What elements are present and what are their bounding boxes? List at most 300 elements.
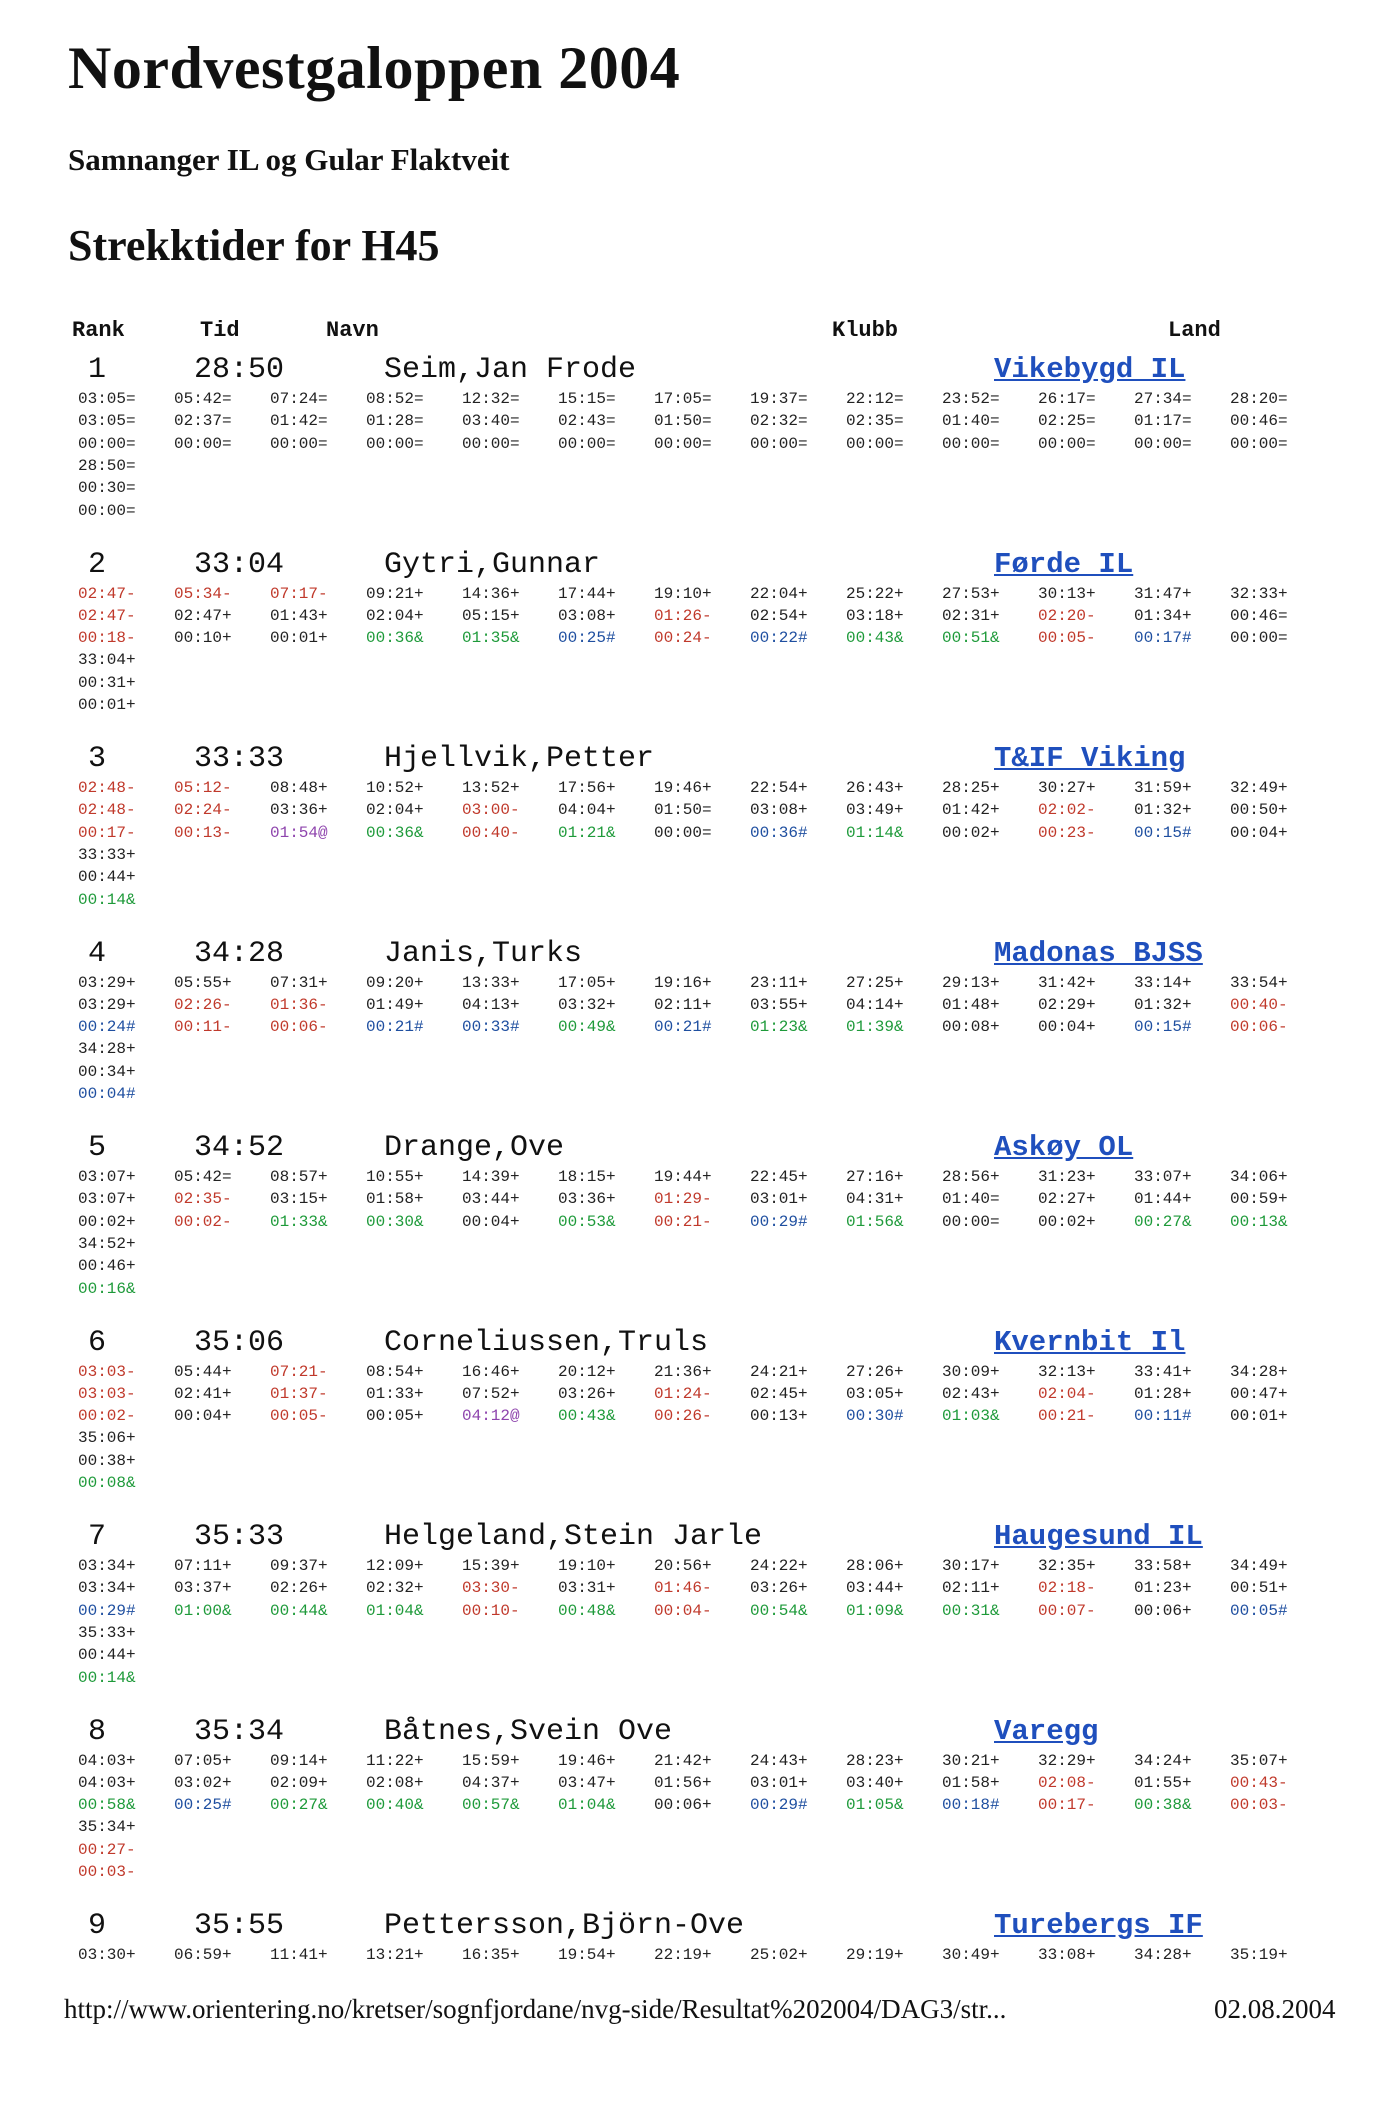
split-time: 04:03+ [78, 1773, 136, 1792]
result-entry [0, 1130, 1387, 1324]
split-time: 33:41+ [1134, 1362, 1192, 1381]
split-time: 31:42+ [1038, 973, 1096, 992]
split-time: 03:15+ [270, 1190, 328, 1209]
split-time: 02:35- [174, 1190, 232, 1209]
split-time: 00:00= [942, 1212, 1000, 1231]
split-time: 09:37+ [270, 1557, 328, 1575]
split-time: 00:17- [1038, 1796, 1096, 1815]
split-time: 03:29+ [78, 973, 136, 992]
finish-time: 35:34 [194, 1714, 285, 1749]
split-time: 00:40- [1230, 995, 1288, 1014]
split-time: 00:00= [78, 501, 136, 520]
split-time: 02:37= [174, 412, 232, 431]
split-time: 02:45+ [750, 1384, 808, 1403]
split-time: 01:36- [270, 995, 328, 1014]
column-header-navn: Navn [326, 318, 379, 343]
split-time: 07:52+ [462, 1384, 520, 1403]
split-time: 09:21+ [366, 584, 424, 603]
split-time: 00:21# [654, 1018, 712, 1037]
split-time: 00:24- [654, 629, 712, 648]
split-time: 19:44+ [654, 1168, 712, 1186]
split-row [0, 889, 1387, 911]
split-time: 01:24- [654, 1384, 712, 1403]
split-time: 00:00= [654, 434, 712, 453]
split-time: 00:29# [750, 1796, 808, 1815]
split-time: 05:12- [174, 779, 232, 797]
club-link[interactable]: Kvernbit Il [994, 1325, 1186, 1359]
split-time: 00:36# [750, 823, 808, 842]
split-time: 03:34+ [78, 1557, 136, 1575]
split-time: 01:03& [942, 1407, 1000, 1426]
split-time: 03:01+ [750, 1773, 808, 1792]
split-time: 33:33+ [78, 845, 136, 864]
split-time: 29:13+ [942, 973, 1000, 992]
result-entry [0, 936, 1387, 1130]
club-link[interactable]: T&IF Viking [994, 742, 1186, 775]
split-time: 01:54@ [270, 823, 328, 842]
split-time: 00:05# [1230, 1601, 1288, 1620]
split-time: 00:10+ [174, 629, 232, 648]
split-time: 02:32= [750, 412, 808, 431]
club-link[interactable]: Turebergs IF [994, 1909, 1203, 1942]
split-time: 20:12+ [558, 1362, 616, 1381]
split-time: 30:17+ [942, 1557, 1000, 1575]
footer-date: 02.08.2004 [1214, 1994, 1336, 2024]
split-time: 01:29- [654, 1190, 712, 1209]
split-time: 07:17- [270, 584, 328, 603]
split-time: 00:27& [1134, 1212, 1192, 1231]
split-time: 09:20+ [366, 973, 424, 992]
split-time: 00:54& [750, 1601, 808, 1620]
split-time: 00:00= [1230, 629, 1288, 648]
split-time: 00:02- [78, 1407, 136, 1426]
split-row [0, 1016, 1387, 1038]
split-time: 00:36& [366, 629, 424, 648]
finish-time: 34:52 [194, 1131, 285, 1165]
split-time: 00:01+ [78, 696, 136, 714]
split-time: 27:25+ [846, 973, 904, 992]
split-time: 08:57+ [270, 1168, 328, 1186]
split-time: 27:34= [1134, 390, 1192, 408]
split-time: 00:27& [270, 1796, 328, 1815]
split-time: 04:03+ [78, 1751, 136, 1770]
split-time: 00:44+ [78, 1646, 136, 1665]
split-time: 01:33& [270, 1212, 328, 1231]
split-time: 00:16& [78, 1279, 136, 1298]
split-time: 00:06- [1230, 1018, 1288, 1037]
split-time: 24:43+ [750, 1751, 808, 1770]
split-time: 12:32= [462, 390, 520, 408]
split-time: 28:25+ [942, 779, 1000, 797]
split-time: 30:49+ [942, 1946, 1000, 1964]
split-time: 00:05- [1038, 629, 1096, 648]
split-time: 32:49+ [1230, 779, 1288, 797]
split-time: 03:08+ [558, 606, 616, 625]
split-time: 01:04& [558, 1796, 616, 1815]
split-time: 30:21+ [942, 1751, 1000, 1770]
split-time: 05:42= [174, 390, 232, 408]
split-row [0, 972, 1387, 994]
split-time: 01:50= [654, 801, 712, 820]
split-time: 01:32+ [1134, 995, 1192, 1014]
split-time: 01:43+ [270, 606, 328, 625]
split-time: 00:40- [462, 823, 520, 842]
split-time: 00:04+ [1230, 823, 1288, 842]
split-time: 03:32+ [558, 995, 616, 1014]
split-row [0, 1061, 1387, 1083]
split-time: 19:46+ [654, 779, 712, 797]
split-time: 03:49+ [846, 801, 904, 820]
split-row [0, 1555, 1387, 1577]
split-time: 00:03- [1230, 1796, 1288, 1815]
split-time: 00:02- [174, 1212, 232, 1231]
split-time: 03:36+ [270, 801, 328, 820]
split-time: 03:31+ [558, 1579, 616, 1598]
split-time: 35:34+ [78, 1818, 136, 1837]
runner-name: Janis,Turks [384, 936, 583, 971]
club-link[interactable]: Førde IL [994, 547, 1134, 581]
split-time: 00:08+ [942, 1018, 1000, 1037]
split-time: 01:49+ [366, 995, 424, 1014]
split-time: 03:37+ [174, 1579, 232, 1598]
split-time: 00:43& [558, 1407, 616, 1426]
split-time: 34:52+ [78, 1234, 136, 1253]
split-time: 05:44+ [174, 1362, 232, 1381]
split-time: 02:24- [174, 801, 232, 820]
split-time: 19:16+ [654, 973, 712, 992]
split-time: 00:05+ [366, 1407, 424, 1426]
split-time: 00:43- [1230, 1773, 1288, 1792]
split-time: 00:15# [1134, 1018, 1192, 1037]
split-time: 00:11# [1134, 1407, 1192, 1426]
split-time: 03:05= [78, 412, 136, 431]
split-time: 03:29+ [78, 995, 136, 1014]
finish-time: 33:33 [194, 742, 285, 776]
split-time: 00:00= [270, 434, 328, 453]
split-time: 13:21+ [366, 1946, 424, 1964]
split-row [0, 1577, 1387, 1599]
split-time: 30:27+ [1038, 779, 1096, 797]
split-time: 00:51+ [1230, 1579, 1288, 1598]
split-time: 02:47- [78, 584, 136, 603]
split-time: 01:23& [750, 1018, 808, 1037]
split-time: 03:30- [462, 1579, 520, 1598]
split-time: 01:50= [654, 412, 712, 431]
split-time: 03:07+ [78, 1168, 136, 1186]
result-entry [0, 741, 1387, 935]
split-time: 00:50+ [1230, 801, 1288, 820]
split-row [0, 1188, 1387, 1210]
split-time: 03:26+ [750, 1579, 808, 1598]
split-time: 00:00= [750, 434, 808, 453]
split-time: 00:46= [1230, 606, 1288, 625]
split-time: 03:55+ [750, 995, 808, 1014]
split-time: 02:04+ [366, 801, 424, 820]
split-time: 34:49+ [1230, 1557, 1288, 1575]
split-time: 00:06+ [654, 1796, 712, 1815]
split-time: 00:30= [78, 479, 136, 498]
section-heading: Strekktider for H45 [68, 221, 440, 270]
split-time: 00:04- [654, 1601, 712, 1620]
split-time: 07:31+ [270, 973, 328, 992]
split-time: 02:47+ [174, 606, 232, 625]
split-time: 02:41+ [174, 1384, 232, 1403]
split-time: 00:31+ [78, 673, 136, 692]
split-time: 32:29+ [1038, 1751, 1096, 1770]
runner-name: Båtnes,Svein Ove [384, 1714, 673, 1749]
split-time: 00:10- [462, 1601, 520, 1620]
split-time: 31:23+ [1038, 1168, 1096, 1186]
split-time: 02:04+ [366, 606, 424, 625]
split-time: 00:03- [78, 1863, 136, 1881]
split-row [0, 1750, 1387, 1772]
split-time: 00:01+ [1230, 1407, 1288, 1426]
split-time: 02:48- [78, 779, 136, 797]
result-entry [0, 547, 1387, 741]
split-time: 32:13+ [1038, 1362, 1096, 1381]
split-row [0, 1166, 1387, 1188]
split-time: 33:04+ [78, 651, 136, 670]
split-time: 26:43+ [846, 779, 904, 797]
split-time: 01:58+ [942, 1773, 1000, 1792]
split-time: 02:43+ [942, 1384, 1000, 1403]
runner-name: Helgeland,Stein Jarle [384, 1520, 763, 1554]
split-time: 00:25# [174, 1796, 232, 1815]
column-header-land: Land [1168, 318, 1221, 343]
club-link[interactable]: Vikebygd IL [994, 353, 1186, 386]
split-time: 34:28+ [1230, 1362, 1288, 1381]
split-time: 02:29+ [1038, 995, 1096, 1014]
split-time: 31:59+ [1134, 779, 1192, 797]
column-header-tid: Tid [200, 318, 240, 343]
split-time: 03:03- [78, 1362, 136, 1381]
rank: 5 [88, 1131, 107, 1165]
split-time: 00:00= [846, 434, 904, 453]
split-time: 27:26+ [846, 1362, 904, 1381]
split-time: 00:36& [366, 823, 424, 842]
split-time: 00:21- [1038, 1407, 1096, 1426]
split-time: 30:13+ [1038, 584, 1096, 603]
split-time: 01:37- [270, 1384, 328, 1403]
split-row [0, 799, 1387, 821]
split-time: 09:14+ [270, 1751, 328, 1770]
split-time: 02:25= [1038, 412, 1096, 431]
rank: 8 [88, 1714, 107, 1749]
split-time: 00:02+ [942, 823, 1000, 842]
split-row [0, 1772, 1387, 1794]
split-time: 00:31& [942, 1601, 1000, 1620]
split-time: 00:00= [78, 434, 136, 453]
split-time: 05:55+ [174, 973, 232, 992]
rank: 3 [88, 742, 107, 776]
split-time: 03:26+ [558, 1384, 616, 1403]
split-time: 05:34- [174, 584, 232, 603]
split-time: 03:03- [78, 1384, 136, 1403]
split-row [0, 844, 1387, 866]
split-time: 17:05+ [558, 973, 616, 992]
split-time: 00:11- [174, 1018, 232, 1037]
split-row [0, 1944, 1387, 1966]
split-time: 00:00= [1038, 434, 1096, 453]
split-time: 22:12= [846, 390, 904, 408]
split-time: 03:05= [78, 390, 136, 408]
split-time: 00:15# [1134, 823, 1192, 842]
split-time: 01:28= [366, 412, 424, 431]
split-row [0, 822, 1387, 844]
split-row [0, 1472, 1387, 1494]
rank: 4 [88, 936, 107, 971]
club-link[interactable]: Askøy OL [994, 1131, 1134, 1164]
split-time: 02:43= [558, 412, 616, 431]
split-time: 13:33+ [462, 973, 520, 992]
split-time: 03:34+ [78, 1579, 136, 1598]
split-time: 00:44+ [78, 868, 136, 887]
split-row [0, 866, 1387, 888]
split-time: 05:15+ [462, 606, 520, 625]
split-time: 25:02+ [750, 1946, 808, 1964]
footer-url: http://www.orientering.no/kretser/sognfjordane/nvg-side/Resultat%202004/DAG3/str... [64, 1994, 1007, 2024]
split-time: 00:40& [366, 1796, 424, 1815]
split-row [0, 477, 1387, 499]
split-time: 02:18- [1038, 1579, 1096, 1598]
split-time: 19:10+ [654, 584, 712, 603]
split-row [0, 500, 1387, 522]
split-time: 03:40= [462, 412, 520, 431]
split-time: 33:14+ [1134, 973, 1192, 992]
split-time: 03:07+ [78, 1190, 136, 1209]
rank: 6 [88, 1325, 107, 1360]
split-row [0, 388, 1387, 410]
split-time: 04:37+ [462, 1773, 520, 1792]
split-time: 07:24= [270, 390, 328, 408]
split-time: 11:41+ [270, 1946, 328, 1964]
split-time: 00:21- [654, 1212, 712, 1231]
split-time: 26:17= [1038, 390, 1096, 408]
split-row [0, 994, 1387, 1016]
split-time: 19:46+ [558, 1751, 616, 1770]
split-row [0, 1405, 1387, 1427]
split-time: 19:37= [750, 390, 808, 408]
split-time: 00:38+ [78, 1451, 136, 1470]
result-entry [0, 1714, 1387, 1908]
split-time: 03:08+ [750, 801, 808, 820]
split-time: 35:33+ [78, 1623, 136, 1642]
split-time: 00:18# [942, 1796, 1000, 1815]
club-link[interactable]: Haugesund IL [994, 1520, 1203, 1553]
split-time: 02:27+ [1038, 1190, 1096, 1209]
split-time: 11:22+ [366, 1751, 424, 1770]
split-row [0, 1839, 1387, 1861]
split-time: 00:00= [174, 434, 232, 453]
page-title: Nordvestgaloppen 2004 [68, 35, 681, 101]
split-time: 14:39+ [462, 1168, 520, 1186]
split-time: 00:51& [942, 629, 1000, 648]
split-time: 28:56+ [942, 1168, 1000, 1186]
runner-name: Gytri,Gunnar [384, 547, 601, 582]
split-time: 04:31+ [846, 1190, 904, 1209]
split-time: 03:05+ [846, 1384, 904, 1403]
split-time: 33:58+ [1134, 1557, 1192, 1575]
split-time: 02:26+ [270, 1579, 328, 1598]
split-time: 32:33+ [1230, 584, 1288, 603]
split-time: 00:02+ [1038, 1212, 1096, 1231]
split-time: 23:11+ [750, 973, 808, 992]
club-link[interactable]: Madonas BJSS [994, 936, 1203, 970]
rank: 9 [88, 1909, 107, 1943]
split-time: 01:42= [270, 412, 328, 431]
split-time: 34:28+ [78, 1040, 136, 1059]
split-time: 21:42+ [654, 1751, 712, 1770]
split-time: 01:17= [1134, 412, 1192, 431]
split-time: 00:02+ [78, 1212, 136, 1231]
split-time: 00:04+ [462, 1212, 520, 1231]
split-time: 01:58+ [366, 1190, 424, 1209]
split-time: 04:13+ [462, 995, 520, 1014]
split-time: 24:22+ [750, 1557, 808, 1575]
split-row [0, 1622, 1387, 1644]
split-time: 15:39+ [462, 1557, 520, 1575]
split-time: 00:06- [270, 1018, 328, 1037]
split-row [0, 1644, 1387, 1666]
runner-name: Hjellvik,Petter [384, 742, 655, 776]
split-time: 01:21& [558, 823, 616, 842]
split-time: 17:44+ [558, 584, 616, 603]
split-row [0, 1861, 1387, 1883]
split-time: 29:19+ [846, 1946, 904, 1964]
split-time: 00:33# [462, 1018, 520, 1037]
split-time: 01:00& [174, 1601, 232, 1620]
split-time: 00:38& [1134, 1796, 1192, 1815]
split-time: 03:01+ [750, 1190, 808, 1209]
rank: 1 [88, 353, 107, 387]
split-time: 28:23+ [846, 1751, 904, 1770]
split-time: 00:48& [558, 1601, 616, 1620]
split-time: 00:44& [270, 1601, 328, 1620]
split-row [0, 694, 1387, 716]
split-time: 00:24# [78, 1018, 136, 1037]
split-time: 08:52= [366, 390, 424, 408]
split-time: 34:06+ [1230, 1168, 1288, 1186]
split-time: 15:15= [558, 390, 616, 408]
split-time: 00:00= [366, 434, 424, 453]
split-time: 18:15+ [558, 1168, 616, 1186]
split-time: 00:04+ [174, 1407, 232, 1426]
split-time: 14:36+ [462, 584, 520, 603]
split-time: 03:44+ [846, 1579, 904, 1598]
column-header-klubb: Klubb [832, 318, 899, 343]
split-row [0, 583, 1387, 605]
split-time: 00:29# [78, 1601, 136, 1620]
split-time: 22:45+ [750, 1168, 808, 1186]
club-link[interactable]: Varegg [994, 1714, 1099, 1748]
split-time: 00:29# [750, 1212, 808, 1231]
split-time: 02:04- [1038, 1384, 1096, 1403]
split-time: 00:00= [462, 434, 520, 453]
split-time: 17:05= [654, 390, 712, 408]
split-time: 03:36+ [558, 1190, 616, 1209]
split-time: 00:08& [78, 1474, 136, 1492]
split-time: 01:04& [366, 1601, 424, 1620]
result-entry [0, 352, 1387, 546]
split-time: 00:13+ [750, 1407, 808, 1426]
split-time: 07:21- [270, 1362, 328, 1381]
split-time: 01:35& [462, 629, 520, 648]
page-subtitle: Samnanger IL og Gular Flaktveit [68, 142, 510, 177]
split-time: 02:47- [78, 606, 136, 625]
split-time: 00:53& [558, 1212, 616, 1231]
split-time: 27:16+ [846, 1168, 904, 1186]
split-time: 01:32+ [1134, 801, 1192, 820]
